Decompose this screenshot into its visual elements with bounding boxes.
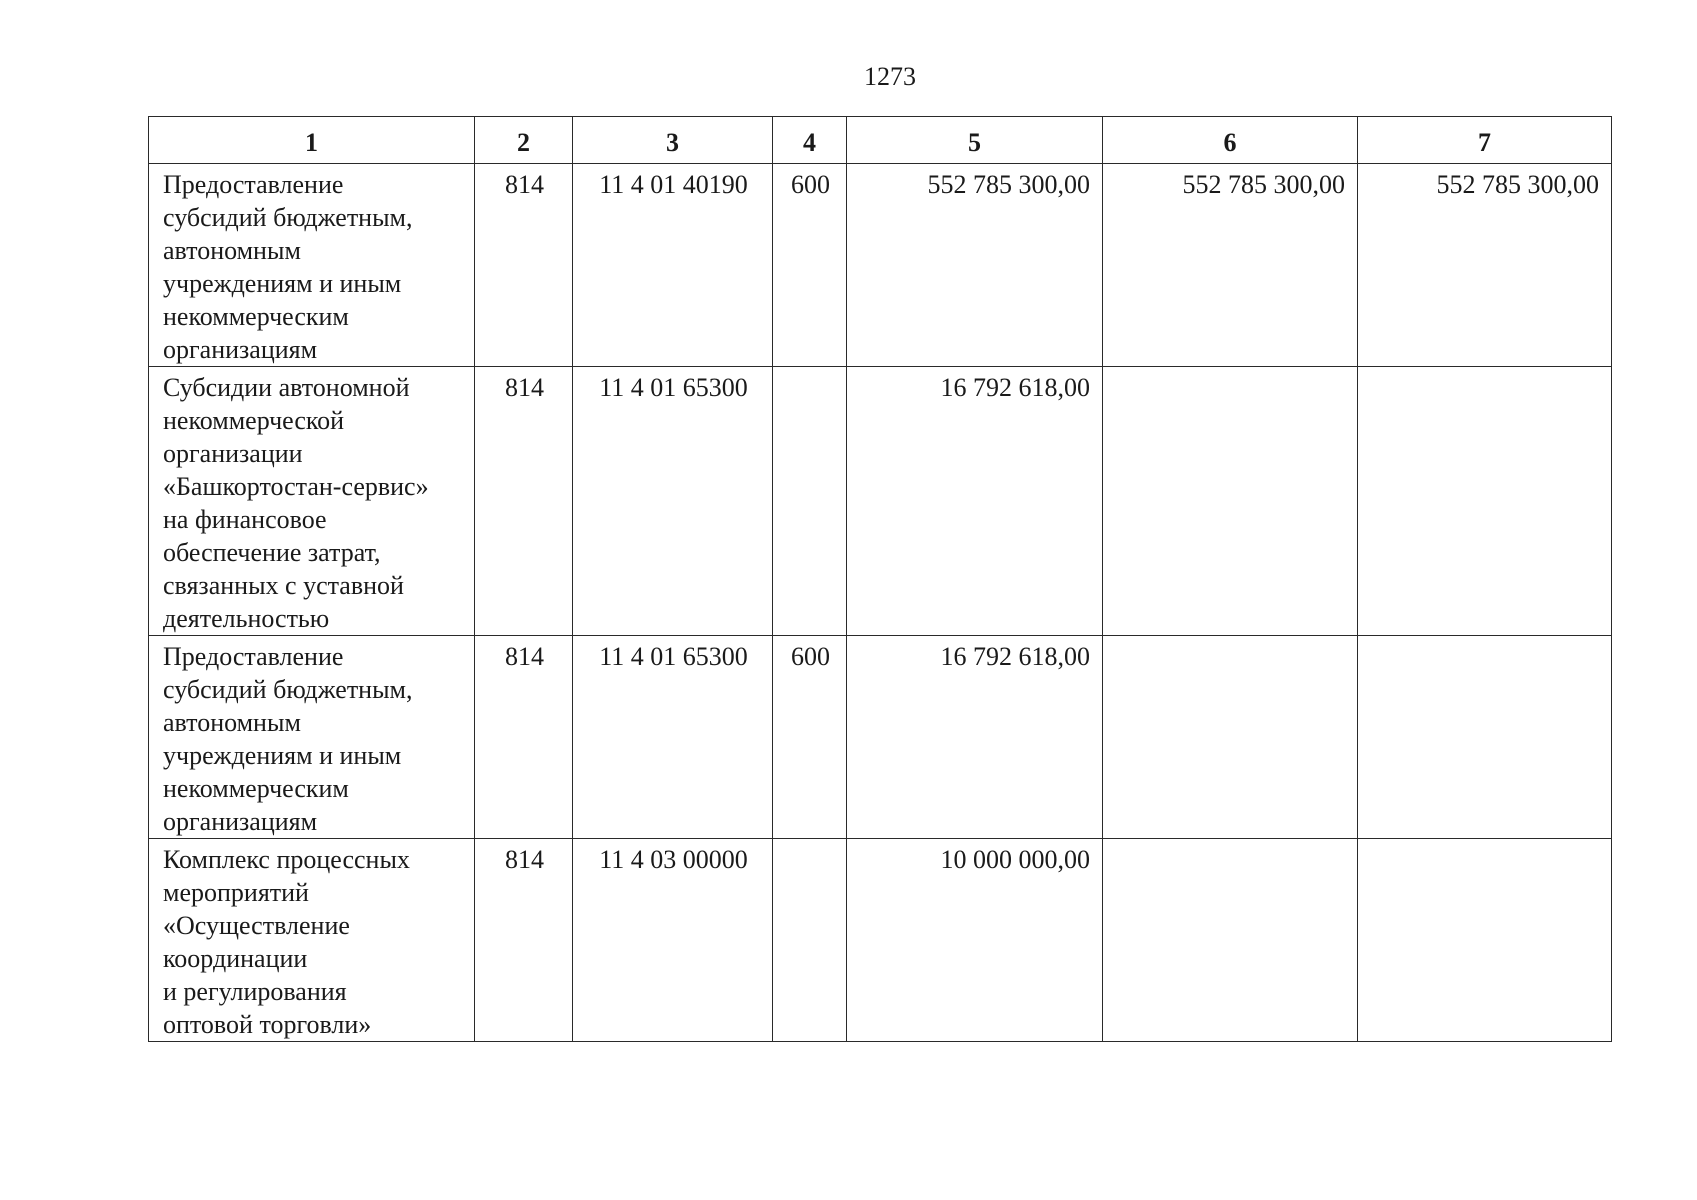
- budget-table: [148, 116, 1612, 1042]
- table-row: [149, 839, 1612, 1042]
- row-name-cell: Комплекс процессных мероприятий «Осуществление координации и регулирования оптовой торговли»: [149, 839, 475, 1042]
- row-name-cell: Предоставление субсидий бюджетным, автономным учреждениям и иным некоммерческим организациям: [149, 164, 475, 367]
- column-header-1: 1: [149, 117, 475, 164]
- column-header-3: 3: [573, 117, 773, 164]
- code1-cell: 814: [475, 636, 573, 839]
- code3-cell: [773, 839, 847, 1042]
- column-header-6: 6: [1103, 117, 1358, 164]
- code2-cell: 11 4 03 00000: [573, 839, 773, 1042]
- sum2-cell: [1103, 839, 1358, 1042]
- header-row: [149, 117, 1612, 164]
- sum3-cell: [1358, 367, 1612, 636]
- row-name-cell: Субсидии автономной некоммерческой организации «Башкортостан-сервис» на финансовое обеспечение затрат, связанных с уставной деятельностью: [149, 367, 475, 636]
- row-name-cell: Предоставление субсидий бюджетным, автономным учреждениям и иным некоммерческим организациям: [149, 636, 475, 839]
- sum1-cell: 16 792 618,00: [847, 367, 1103, 636]
- table-row: [149, 367, 1612, 636]
- sum2-cell: [1103, 636, 1358, 839]
- code3-cell: 600: [773, 164, 847, 367]
- sum1-cell: 10 000 000,00: [847, 839, 1103, 1042]
- sum2-cell: [1103, 367, 1358, 636]
- code1-cell: 814: [475, 164, 573, 367]
- sum3-cell: 552 785 300,00: [1358, 164, 1612, 367]
- column-header-2: 2: [475, 117, 573, 164]
- sum2-cell: 552 785 300,00: [1103, 164, 1358, 367]
- table-row: [149, 636, 1612, 839]
- code2-cell: 11 4 01 40190: [573, 164, 773, 367]
- code1-cell: 814: [475, 839, 573, 1042]
- column-header-7: 7: [1358, 117, 1612, 164]
- code2-cell: 11 4 01 65300: [573, 636, 773, 839]
- sum3-cell: [1358, 636, 1612, 839]
- sum1-cell: 16 792 618,00: [847, 636, 1103, 839]
- page-number: 1273: [864, 62, 916, 91]
- code2-cell: 11 4 01 65300: [573, 367, 773, 636]
- code3-cell: [773, 367, 847, 636]
- code1-cell: 814: [475, 367, 573, 636]
- sum3-cell: [1358, 839, 1612, 1042]
- code3-cell: 600: [773, 636, 847, 839]
- sum1-cell: 552 785 300,00: [847, 164, 1103, 367]
- column-header-4: 4: [773, 117, 847, 164]
- column-header-5: 5: [847, 117, 1103, 164]
- table-row: [149, 164, 1612, 367]
